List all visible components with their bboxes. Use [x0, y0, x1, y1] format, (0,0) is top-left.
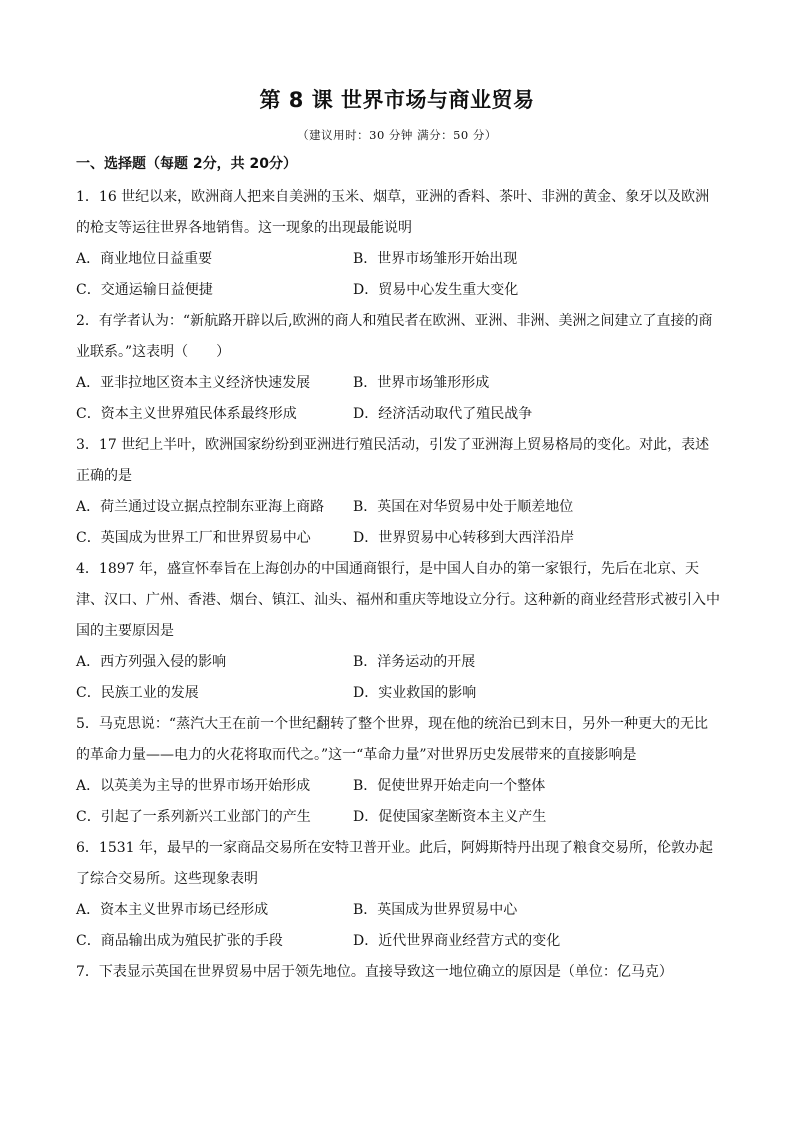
answer-options: [76, 244, 722, 306]
answer-option-a: A．资本主义世界市场已经形成: [76, 902, 269, 918]
question-2: [76, 306, 722, 430]
question-6: [76, 833, 722, 957]
question-stem: 1．16 世纪以来，欧洲商人把来自美洲的玉米、烟草，亚洲的香料、茶叶、非洲的黄金、象牙以及欧洲的枪支等运往世界各地销售。这一现象的出现最能说明: [76, 189, 710, 236]
answer-option-a: A．亚非拉地区资本主义经济快速发展: [76, 375, 311, 391]
answer-option-a: A．西方列强入侵的影响: [76, 654, 227, 670]
answer-option-c: C．民族工业的发展: [76, 685, 199, 701]
answer-option-c: C．资本主义世界殖民体系最终形成: [76, 406, 297, 422]
page-title: 第 8 课 世界市场与商业贸易: [259, 88, 535, 112]
question-stem: 3．17 世纪上半叶，欧洲国家纷纷到亚洲进行殖民活动，引发了亚洲海上贸易格局的变化。对此，表述正确的是: [76, 437, 710, 484]
answer-option-c: C．英国成为世界工厂和世界贸易中心: [76, 530, 311, 546]
answer-option-a: A．以英美为主导的世界市场开始形成: [76, 778, 311, 794]
question-stem: 4．1897 年，盛宣怀奉旨在上海创办的中国通商银行，是中国人自办的第一家银行，先后在北京、天津、汉口、广州、香港、烟台、镇江、汕头、福州和重庆等地设立分行。这种新的商业经营形式被引入中国的主要原因是: [76, 561, 720, 639]
answer-option-a: A．荷兰通过设立据点控制东亚海上商路: [76, 499, 325, 515]
answer-option-b: B．英国在对华贸易中处于顺差地位: [353, 499, 574, 515]
question-stem: 5．马克思说：“蒸汽大王在前一个世纪翻转了整个世界，现在他的统治已到末日，另外一种更大的无比的革命力量——电力的火花将取而代之。”这一“革命力量”对世界历史发展带来的直接影响是: [76, 716, 709, 763]
answer-options: [76, 368, 722, 430]
question-4: [76, 554, 722, 709]
answer-option-d: D．世界贸易中心转移到大西洋沿岸: [353, 530, 575, 546]
answer-option-d: D．实业救国的影响: [353, 685, 477, 701]
answer-option-b: B．世界市场雏形形成: [353, 375, 490, 391]
answer-option-b: B．世界市场雏形开始出现: [353, 251, 518, 267]
answer-option-d: D．贸易中心发生重大变化: [353, 282, 519, 298]
question-stem: 2．有学者认为：“新航路开辟以后,欧洲的商人和殖民者在欧洲、亚洲、非洲、美洲之间建立了直接的商业联系。”这表明（ ）: [76, 313, 713, 360]
answer-option-b: B．英国成为世界贸易中心: [353, 902, 518, 918]
question-list: [76, 182, 722, 988]
answer-option-b: B．促使世界开始走向一个整体: [353, 778, 546, 794]
question-stem: 6．1531 年，最早的一家商品交易所在安特卫普开业。此后，阿姆斯特丹出现了粮食交易所，伦敦办起了综合交易所。这些现象表明: [76, 840, 713, 887]
answer-option-c: C．商品输出成为殖民扩张的手段: [76, 933, 283, 949]
answer-option-a: A．商业地位日益重要: [76, 251, 213, 267]
question-3: [76, 430, 722, 554]
page-subtitle: （建议用时：30 分钟 满分：50 分）: [297, 128, 497, 142]
answer-options: [76, 492, 722, 554]
question-7: [76, 957, 722, 988]
question-5: [76, 709, 722, 833]
answer-options: [76, 647, 722, 709]
section-heading: 一、选择题（每题 2分，共 20分）: [76, 156, 297, 172]
answer-option-d: D．促使国家垄断资本主义产生: [353, 809, 547, 825]
answer-option-c: C．交通运输日益便捷: [76, 282, 213, 298]
answer-option-d: D．经济活动取代了殖民战争: [353, 406, 533, 422]
answer-options: [76, 771, 722, 833]
answer-options: [76, 895, 722, 957]
question-1: [76, 182, 722, 306]
answer-option-d: D．近代世界商业经营方式的变化: [353, 933, 561, 949]
answer-option-c: C．引起了一系列新兴工业部门的产生: [76, 809, 311, 825]
question-stem: 7．下表显示英国在世界贸易中居于领先地位。直接导致这一地位确立的原因是（单位：亿马克）: [76, 964, 673, 980]
answer-option-b: B．洋务运动的开展: [353, 654, 476, 670]
